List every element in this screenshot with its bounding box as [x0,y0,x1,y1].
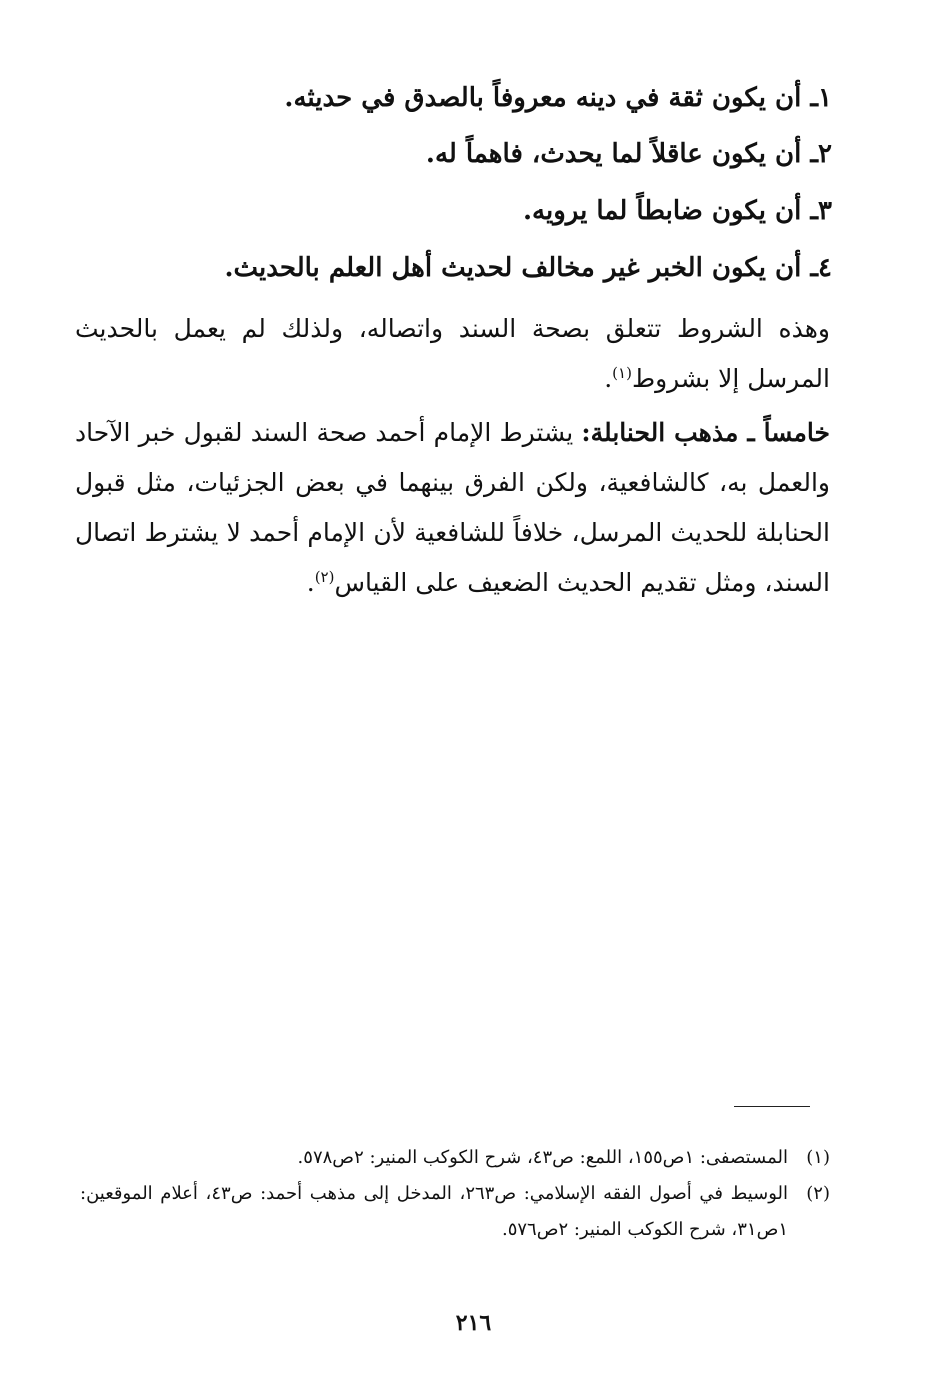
paragraph-text: وهذه الشروط تتعلق بصحة السند واتصاله، ولذلك لم يعمل بالحديث المرسل إلا بشروط [75,314,830,393]
page-number: ٢١٦ [455,1310,492,1336]
footnote-text: الوسيط في أصول الفقه الإسلامي: ص٢٦٣، المدخل إلى مذهب أحمد: ص٤٣، أعلام الموقعين: ١ص٣١، شرح الكوكب المنير: ٢ص٥٧٦. [80,1183,789,1240]
section-heading: خامساً ـ مذهب الحنابلة: [581,418,830,447]
paragraph-text: يشترط الإمام أحمد صحة السند لقبول خبر الآحاد والعمل به، كالشافعية، ولكن الفرق بينهما في بعض الجزئيات، مثل قبول الحنابلة للحديث المرسل، خلافاً للشافعية لأن الإمام أحمد لا يشترط اتصال السند، ومثل تقديم الحديث الضعيف على القياس [75,418,830,597]
footnote-ref-2: (٢) [314,568,335,586]
paragraph-hanbali-school [75,408,830,608]
paragraph-end: . [306,568,315,597]
condition-item-4: ٤ـ أن يكون الخبر غير مخالف لحديث أهل العلم بالحديث. [224,253,832,283]
condition-item-2: ٢ـ أن يكون عاقلاً لما يحدث، فاهماً له. [425,139,832,169]
footnote-1 [80,1140,830,1176]
footnote-text: المستصفى: ١ص١٥٥، اللمع: ص٤٣، شرح الكوكب المنير: ٢ص٥٧٨. [297,1147,788,1168]
footnote-number: (١) [806,1147,830,1168]
footnote-number: (٢) [806,1183,830,1204]
footnote-ref-1: (١) [612,364,632,382]
footnote-2 [80,1176,830,1248]
paragraph-conditions-note [75,304,830,404]
footnote-separator [734,1106,810,1107]
footnotes [80,1140,830,1248]
paragraph-end: . [604,364,613,393]
condition-item-1: ١ـ أن يكون ثقة في دينه معروفاً بالصدق في حديثه. [284,83,832,113]
condition-item-3: ٣ـ أن يكون ضابطاً لما يرويه. [522,196,832,226]
